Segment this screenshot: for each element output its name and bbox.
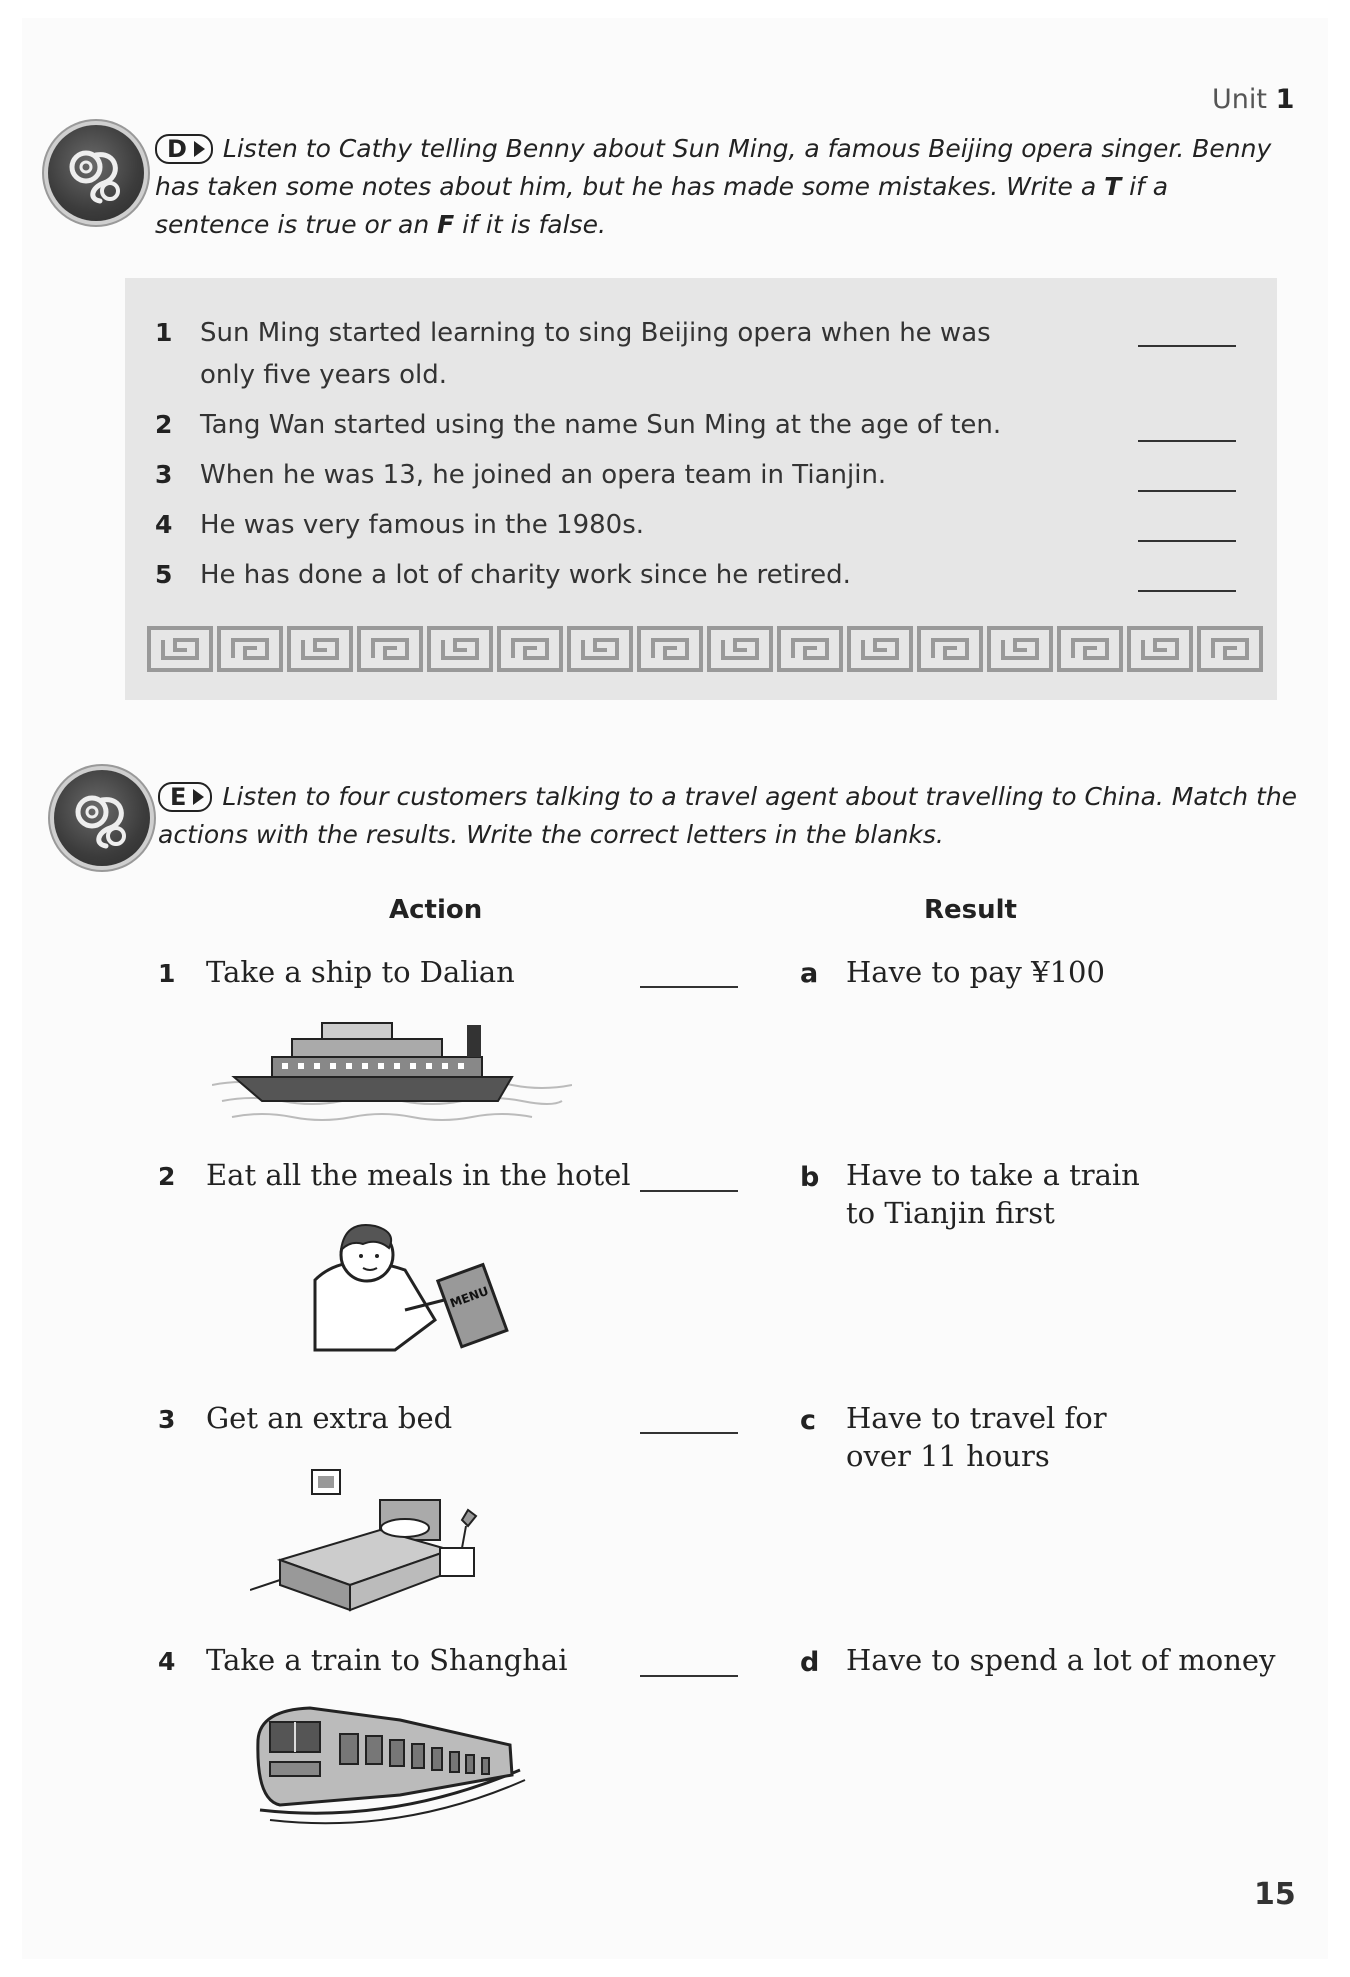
tf-item-number: 3	[155, 460, 173, 489]
tf-answer-blank[interactable]	[1138, 540, 1236, 542]
tf-item-text: Tang Wan started using the name Sun Ming at the age of ten.	[200, 410, 1002, 440]
section-e-text: Listen to four customers talking to a travel agent about travelling to China. Match the actions with the results. Write the correct letters in the blanks.	[158, 782, 1298, 849]
unit-word: Unit	[1212, 84, 1267, 115]
tf-item-text: He has done a lot of charity work since he retired.	[200, 560, 851, 590]
tf-item-number: 2	[155, 410, 173, 439]
action-column-header: Action	[389, 895, 483, 925]
section-d-play-badge[interactable]	[155, 134, 213, 164]
bed-illustration	[250, 1460, 500, 1620]
action-answer-blank[interactable]	[640, 1432, 738, 1434]
result-text: Have to take a train to Tianjin first	[846, 1158, 1140, 1230]
section-d-instructions	[155, 130, 1275, 244]
action-text: Take a ship to Dalian	[206, 955, 515, 989]
result-letter: b	[800, 1162, 820, 1193]
cd-audio-icon[interactable]	[54, 770, 150, 866]
man-with-menu-illustration	[285, 1210, 525, 1360]
section-e-instructions	[158, 778, 1298, 854]
tf-item-number: 1	[155, 318, 173, 347]
section-d-letter-t: T	[1104, 172, 1122, 201]
result-letter: d	[800, 1647, 820, 1678]
action-number: 3	[158, 1405, 176, 1434]
tf-answer-blank[interactable]	[1138, 590, 1236, 592]
play-icon	[193, 789, 204, 805]
unit-number: 1	[1275, 84, 1295, 115]
action-number: 4	[158, 1647, 176, 1676]
action-answer-blank[interactable]	[640, 1190, 738, 1192]
unit-label	[1212, 84, 1294, 115]
cd-audio-icon[interactable]	[48, 125, 144, 221]
section-d-text-3: if it is false.	[454, 210, 606, 239]
result-letter: c	[800, 1405, 817, 1436]
result-column-header: Result	[924, 895, 1017, 925]
section-d-letter-f: F	[437, 210, 455, 239]
action-number: 1	[158, 959, 176, 988]
result-text: Have to travel for over 11 hours	[846, 1401, 1107, 1473]
menu-label: MENU	[448, 1283, 491, 1311]
greek-key-border	[145, 620, 1265, 678]
section-e-letter: E	[170, 783, 187, 811]
action-answer-blank[interactable]	[640, 1675, 738, 1677]
action-text: Take a train to Shanghai	[206, 1643, 568, 1677]
tf-answer-blank[interactable]	[1138, 490, 1236, 492]
ship-illustration	[212, 1005, 572, 1140]
tf-item-text: When he was 13, he joined an opera team in Tianjin.	[200, 460, 887, 490]
section-d-letter: D	[167, 135, 187, 163]
tf-item-number: 5	[155, 560, 173, 589]
section-d-text-2: if a sentence is true or an	[155, 172, 1169, 239]
result-text: Have to pay ¥100	[846, 955, 1105, 989]
play-icon	[194, 141, 205, 157]
tf-answer-blank[interactable]	[1138, 345, 1236, 347]
tf-item-text: He was very famous in the 1980s.	[200, 510, 645, 540]
result-text: Have to spend a lot of money	[846, 1643, 1276, 1677]
audio-swirl-icon	[54, 770, 150, 866]
result-letter: a	[800, 958, 819, 989]
tf-item-number: 4	[155, 510, 173, 539]
action-answer-blank[interactable]	[640, 986, 738, 988]
tf-item-text: Sun Ming started learning to sing Beijing opera when he was only five years old.	[200, 318, 991, 390]
train-illustration	[250, 1700, 530, 1830]
section-e-play-badge[interactable]	[158, 782, 212, 812]
page-number: 15	[1254, 1877, 1296, 1912]
action-number: 2	[158, 1162, 176, 1191]
tf-answer-blank[interactable]	[1138, 440, 1236, 442]
action-text: Get an extra bed	[206, 1401, 453, 1435]
audio-swirl-icon	[48, 125, 144, 221]
section-d-text-1: Listen to Cathy telling Benny about Sun Ming, a famous Beijing opera singer. Benny has taken some notes about him, but he has made some mistakes. Write a	[155, 134, 1272, 201]
action-text: Eat all the meals in the hotel	[206, 1158, 631, 1192]
